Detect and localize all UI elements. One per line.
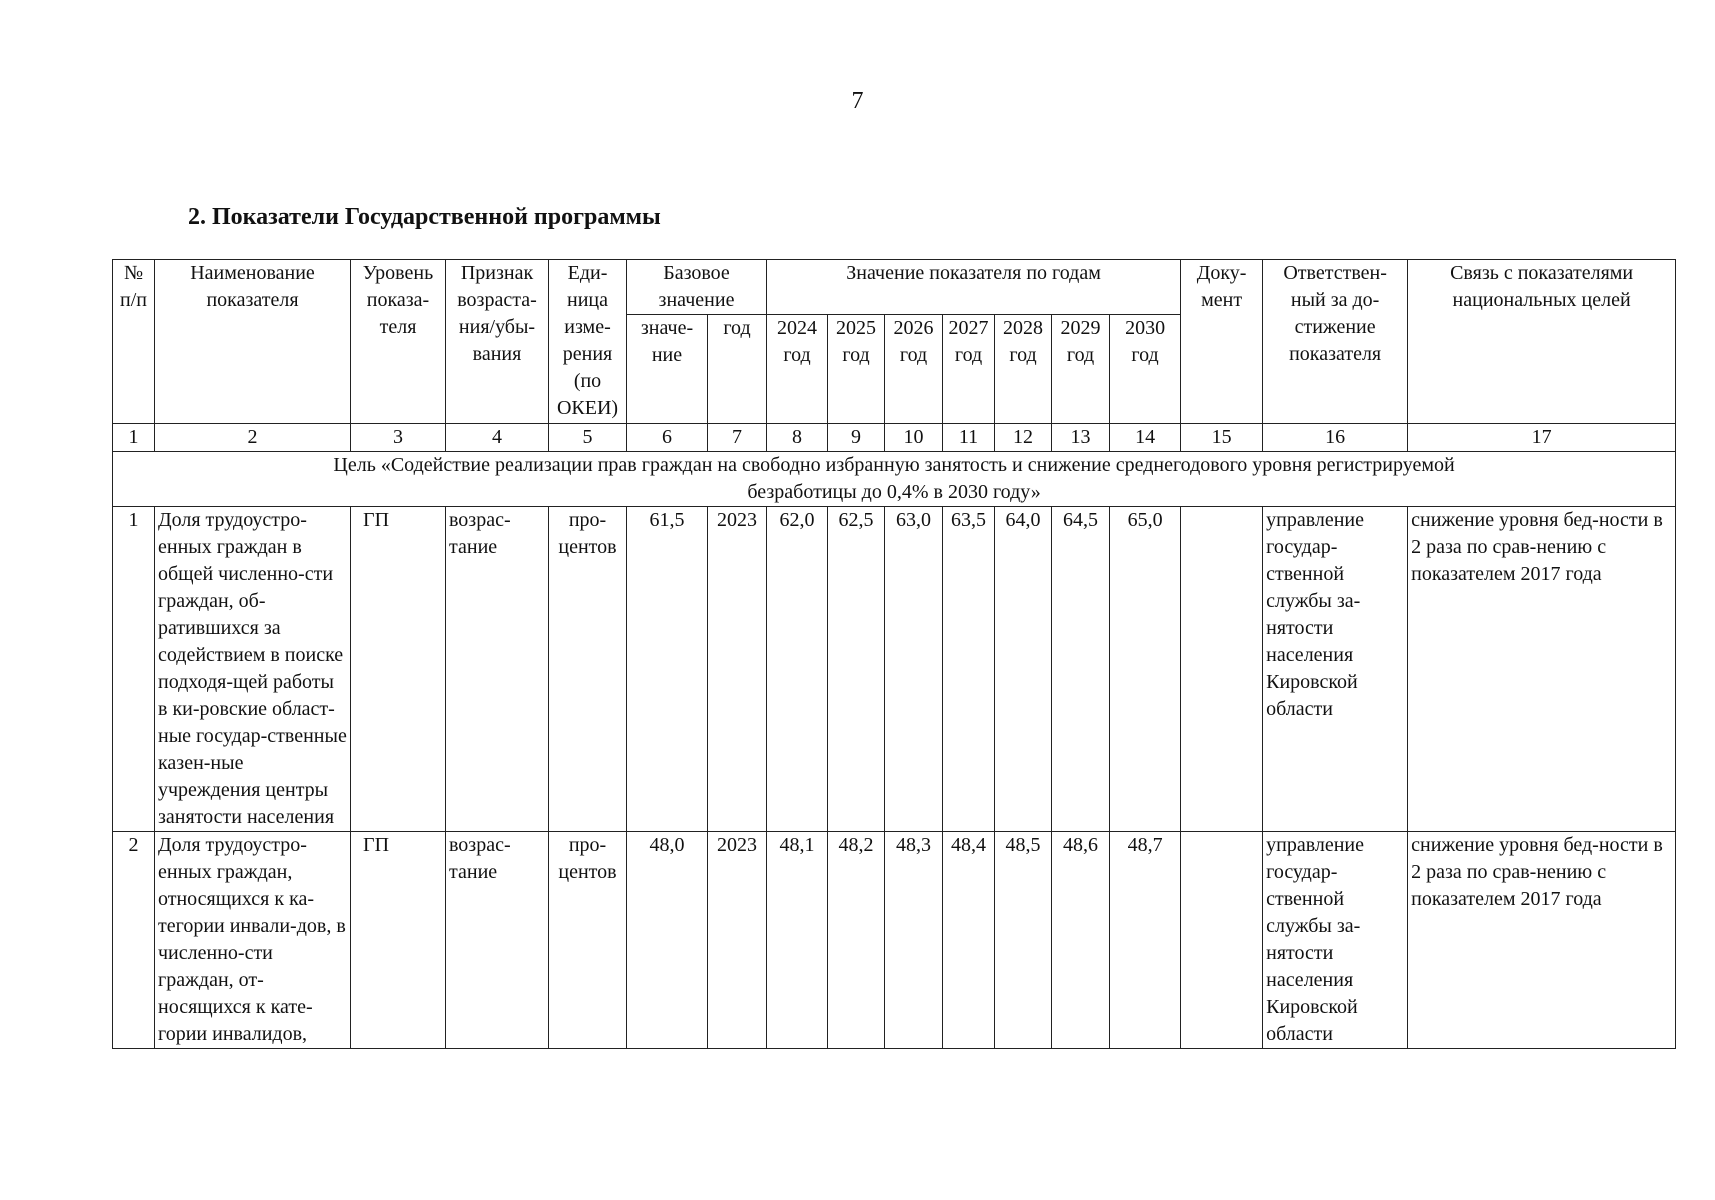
value-2025: 48,2 (828, 832, 885, 1049)
document (1181, 507, 1263, 832)
header-base-year: год (708, 315, 767, 424)
value-2026: 63,0 (885, 507, 943, 832)
header-no: № п/п (113, 260, 155, 424)
column-number: 9 (828, 424, 885, 452)
column-number: 2 (155, 424, 351, 452)
column-number: 16 (1263, 424, 1408, 452)
header-national-goals-link: Связь с показателями национальных целей (1408, 260, 1676, 424)
column-number: 6 (627, 424, 708, 452)
indicators-table (112, 259, 1676, 1049)
row-number: 1 (113, 507, 155, 832)
responsible: управление государ-ственной службы за-нятости населения Кировской области (1263, 832, 1408, 1049)
goal-row (113, 452, 1676, 507)
header-year-2029: 2029 год (1052, 315, 1110, 424)
header-name: Наименование показателя (155, 260, 351, 424)
base-value: 61,5 (627, 507, 708, 832)
header-year-2030: 2030 год (1110, 315, 1181, 424)
value-2030: 48,7 (1110, 832, 1181, 1049)
column-numbers-row (113, 424, 1676, 452)
value-2024: 48,1 (767, 832, 828, 1049)
value-2025: 62,5 (828, 507, 885, 832)
value-2027: 63,5 (943, 507, 995, 832)
value-2029: 48,6 (1052, 832, 1110, 1049)
national-goals-link: снижение уровня бед-ности в 2 раза по срав-нению с показателем 2017 года (1408, 507, 1676, 832)
value-2028: 64,0 (995, 507, 1052, 832)
column-number: 3 (351, 424, 446, 452)
header-sign: Признак возраста-ния/убы-вания (446, 260, 549, 424)
column-number: 8 (767, 424, 828, 452)
header-unit: Еди-ница изме-рения (по ОКЕИ) (549, 260, 627, 424)
header-base: Базовое значение (627, 260, 767, 315)
table-row (113, 507, 1676, 832)
header-level: Уровень показа-теля (351, 260, 446, 424)
indicator-sign: возрас-тание (446, 832, 549, 1049)
header-year-2026: 2026 год (885, 315, 943, 424)
column-number: 1 (113, 424, 155, 452)
value-2026: 48,3 (885, 832, 943, 1049)
header-year-2027: 2027 год (943, 315, 995, 424)
indicator-unit: про-центов (549, 507, 627, 832)
table-row (113, 832, 1676, 1049)
column-number: 5 (549, 424, 627, 452)
value-2029: 64,5 (1052, 507, 1110, 832)
indicator-level: ГП (351, 832, 446, 1049)
column-number: 17 (1408, 424, 1676, 452)
column-number: 4 (446, 424, 549, 452)
row-number: 2 (113, 832, 155, 1049)
column-number: 13 (1052, 424, 1110, 452)
value-2027: 48,4 (943, 832, 995, 1049)
indicator-name: Доля трудоустро-енных граждан, относящихся к ка-тегории инвали-дов, в численно-сти граждан, от-носящихся к кате-гории инвалидов, (155, 832, 351, 1049)
goal-text: Цель «Содействие реализации прав граждан на свободно избранную занятость и снижение среднегодового уровня регистрируемой безработицы до 0,4% в 2030 году» (113, 452, 1676, 507)
section-title: 2. Показатели Государственной программы (188, 204, 661, 230)
column-number: 14 (1110, 424, 1181, 452)
header-row-1 (113, 260, 1676, 315)
indicator-sign: возрас-тание (446, 507, 549, 832)
column-number: 11 (943, 424, 995, 452)
indicator-name: Доля трудоустро-енных граждан в общей численно-сти граждан, об-ратившихся за содействием в поиске подходя-щей работы в ки-ровские област-ные государ-ственные казен-ные учреждения центры занятости населения (155, 507, 351, 832)
header-year-2028: 2028 год (995, 315, 1052, 424)
header-responsible: Ответствен-ный за до-стижение показателя (1263, 260, 1408, 424)
header-document: Доку-мент (1181, 260, 1263, 424)
value-2030: 65,0 (1110, 507, 1181, 832)
responsible: управление государ-ственной службы за-нятости населения Кировской области (1263, 507, 1408, 832)
base-value: 48,0 (627, 832, 708, 1049)
header-year-2024: 2024 год (767, 315, 828, 424)
page-number: 7 (851, 88, 864, 114)
base-year: 2023 (708, 507, 767, 832)
national-goals-link: снижение уровня бед-ности в 2 раза по срав-нению с показателем 2017 года (1408, 832, 1676, 1049)
indicator-level: ГП (351, 507, 446, 832)
value-2028: 48,5 (995, 832, 1052, 1049)
header-values-by-year: Значение показателя по годам (767, 260, 1181, 315)
indicator-unit: про-центов (549, 832, 627, 1049)
column-number: 15 (1181, 424, 1263, 452)
header-year-2025: 2025 год (828, 315, 885, 424)
base-year: 2023 (708, 832, 767, 1049)
column-number: 7 (708, 424, 767, 452)
header-base-value: значе-ние (627, 315, 708, 424)
column-number: 12 (995, 424, 1052, 452)
column-number: 10 (885, 424, 943, 452)
document (1181, 832, 1263, 1049)
value-2024: 62,0 (767, 507, 828, 832)
